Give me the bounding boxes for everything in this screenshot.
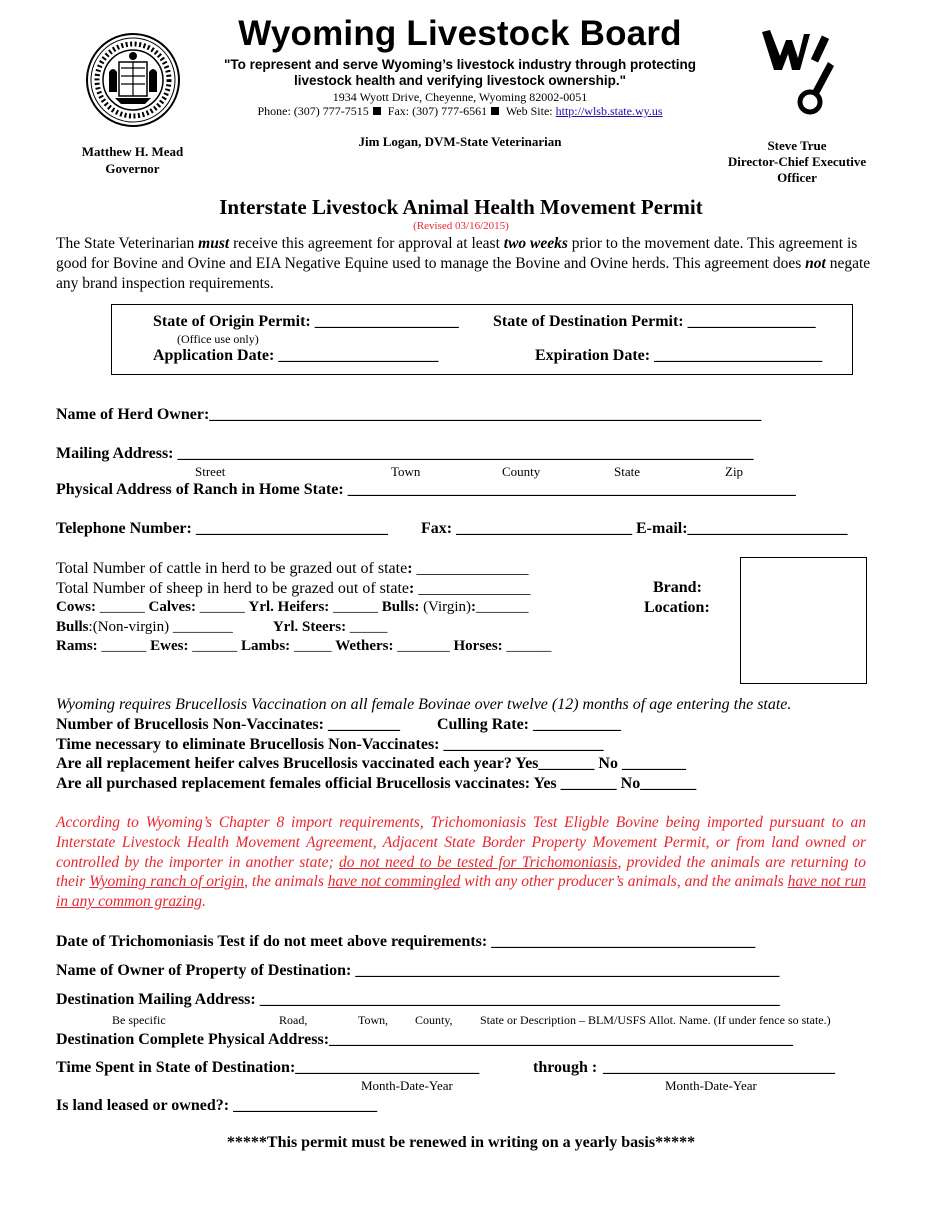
location-label: Location: xyxy=(644,599,710,616)
governor-title: Governor xyxy=(105,161,160,176)
heifer-vaccinated-question[interactable]: Are all replacement heifer calves Brucellosis vaccinated each year? Yes_______ No ________ xyxy=(56,755,686,772)
application-date-field[interactable]: Application Date: ____________________ xyxy=(153,347,439,364)
address-hint-street: Street xyxy=(195,464,226,479)
sheep-total-field[interactable]: Total Number of sheep in herd to be grazed out of state: ______________ xyxy=(56,580,531,597)
purchased-vaccinated-question[interactable]: Are all purchased replacement females official Brucellosis vaccinates: Yes _______ No_______ xyxy=(56,775,697,792)
wlsb-brand-logo-icon xyxy=(752,22,848,118)
time-spent-field[interactable]: Time Spent in State of Destination:_______________________ xyxy=(56,1059,480,1076)
address-hint-zip: Zip xyxy=(725,464,744,479)
date-format-hint-1: Month-Date-Year xyxy=(361,1078,453,1093)
phone-number: Phone: (307) 777-7515 xyxy=(257,104,369,118)
culling-rate-field[interactable]: Culling Rate: ___________ xyxy=(437,716,621,733)
office-use-note: (Office use only) xyxy=(177,332,259,346)
fax-number: Fax: (307) 777-6561 xyxy=(387,104,488,118)
email-field[interactable]: E-mail:____________________ xyxy=(636,520,848,537)
contact-line xyxy=(200,104,720,119)
non-vaccinates-field[interactable]: Number of Brucellosis Non-Vaccinates: _________ xyxy=(56,716,400,733)
brand-label: Brand: xyxy=(653,579,702,596)
herd-owner-field[interactable]: Name of Herd Owner:_____________________________________________________________________ xyxy=(56,406,762,423)
org-title: Wyoming Livestock Board xyxy=(238,14,682,53)
date-format-hint-2: Month-Date-Year xyxy=(665,1078,757,1093)
address-hint-state: State xyxy=(614,464,640,479)
dest-hint-state-description: State or Description – BLM/USFS Allot. Name. (If under fence so state.) xyxy=(480,1013,831,1027)
renewal-notice: *****This permit must be renewed in writing on a yearly basis***** xyxy=(226,1134,696,1151)
destination-permit-field[interactable]: State of Destination Permit: ________________ xyxy=(493,313,816,330)
revised-date: (Revised 03/16/2015) xyxy=(413,220,509,232)
brand-drawing-box[interactable] xyxy=(740,557,867,684)
address-hint-town: Town xyxy=(391,464,421,479)
intro-paragraph: The State Veterinarian must receive this agreement for approval at least two weeks prior to the movement date. This agreement is good for Bovine and Ovine and EIA Negative Equine used to manage the Bovine and Ovine herds. This agreement does not negate any brand inspection requirements. xyxy=(56,235,871,292)
telephone-field[interactable]: Telephone Number: ________________________ xyxy=(56,520,388,537)
state-veterinarian: Jim Logan, DVM-State Veterinarian xyxy=(358,134,562,149)
destination-owner-field[interactable]: Name of Owner of Property of Destination: _____________________________________________________ xyxy=(56,962,780,979)
fax-field[interactable]: Fax: ______________________ xyxy=(421,520,633,537)
time-eliminate-field[interactable]: Time necessary to eliminate Brucellosis Non-Vaccinates: ____________________ xyxy=(56,736,604,753)
dest-hint-county: County, xyxy=(415,1013,453,1027)
mailing-address-field[interactable]: Mailing Address: ________________________________________________________________________ xyxy=(56,445,754,462)
cattle-total-field[interactable]: Total Number of cattle in herd to be grazed out of state: ______________ xyxy=(56,560,529,577)
website-link[interactable]: http://wlsb.state.wy.us xyxy=(555,104,663,118)
square-bullet-icon xyxy=(491,107,499,115)
bulls-nonvirgin-row[interactable]: Bulls:(Non-virgin) ________ Yrl. Steers: _____ xyxy=(56,619,388,635)
governor-name: Matthew H. Mead xyxy=(81,144,184,159)
ceo-title: Director-Chief Executive Officer xyxy=(727,154,867,185)
tricho-test-date-field[interactable]: Date of Trichomoniasis Test if do not meet above requirements: _________________________________ xyxy=(56,933,756,950)
brucellosis-requirement: Wyoming requires Brucellosis Vaccination on all female Bovinae over twelve (12) months of age entering the state. xyxy=(56,696,792,713)
ceo-name: Steve True xyxy=(767,138,827,153)
dest-hint-road: Road, xyxy=(279,1013,308,1027)
physical-address-field[interactable]: Physical Address of Ranch in Home State: ________________________________________________________ xyxy=(56,481,796,498)
wyoming-state-seal-icon xyxy=(85,32,181,128)
land-leased-owned-field[interactable]: Is land leased or owned?: __________________ xyxy=(56,1097,378,1114)
dest-hint-town: Town, xyxy=(358,1013,389,1027)
through-date-field[interactable]: _____________________________ xyxy=(603,1059,835,1076)
address-hint-county: County xyxy=(502,464,541,479)
cattle-breakdown-row[interactable]: Cows: ______ Calves: ______ Yrl. Heifers: ______ Bulls: (Virgin):_______ xyxy=(56,599,529,615)
trichomoniasis-paragraph: According to Wyoming’s Chapter 8 import requirements, Trichomoniasis Test Eligble Bovine being imported pursuant to an Interstate Livestock Health Movement Agreement, Adjacent State Border Property Movement Permit, or from land owned or controlled by the importer in another state; do not need to be tested for Trichomoniasis, provided the animals are returning to their Wyoming ranch of origin, the animals have not commingled with any other producer’s animals, and the animals have not run in any common grazing. xyxy=(56,814,867,911)
mission-statement: "To represent and serve Wyoming’s livestock industry through protecting livestock health and verifying livestock ownership." xyxy=(224,57,696,88)
sheep-horse-breakdown-row[interactable]: Rams: ______ Ewes: ______ Lambs: _____ Wethers: _______ Horses: ______ xyxy=(56,638,552,654)
dest-hint-be-specific: Be specific xyxy=(112,1013,166,1027)
origin-permit-field[interactable]: State of Origin Permit: __________________ xyxy=(153,313,459,330)
expiration-date-field[interactable]: Expiration Date: _____________________ xyxy=(535,347,823,364)
square-bullet-icon xyxy=(373,107,381,115)
website-label: Web Site: xyxy=(505,104,553,118)
destination-mailing-field[interactable]: Destination Mailing Address: _________________________________________________________________ xyxy=(56,991,780,1008)
through-label: through : xyxy=(533,1059,598,1076)
permit-title: Interstate Livestock Animal Health Movement Permit xyxy=(219,195,703,219)
destination-physical-field[interactable]: Destination Complete Physical Address:__________________________________________________________ xyxy=(56,1031,794,1048)
board-address: 1934 Wyott Drive, Cheyenne, Wyoming 82002-0051 xyxy=(332,90,588,104)
